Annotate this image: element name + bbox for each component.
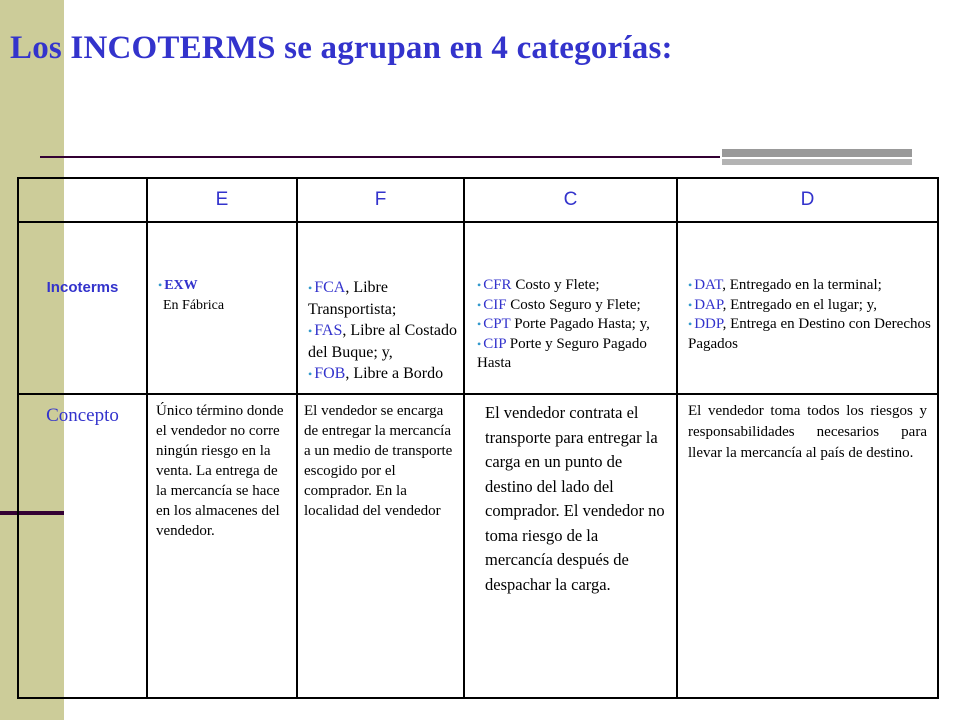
list-item: • FOB, Libre a Bordo bbox=[308, 365, 444, 382]
list-item: • FCA, Libre Transportista; bbox=[308, 279, 397, 318]
list-item: • DAP, Entregado en el lugar; y, bbox=[688, 296, 877, 313]
bullet-icon: • bbox=[688, 278, 693, 292]
table-row-concepto bbox=[18, 394, 938, 698]
incoterms-table bbox=[17, 177, 939, 699]
title-underline-accent-2 bbox=[722, 159, 912, 165]
list-item: • CIP Porte y Seguro Pagado Hasta bbox=[477, 335, 647, 371]
list-item: • DAT, Entregado en la terminal; bbox=[688, 277, 882, 293]
cell-concepto-d: El vendedor toma todos los riesgos y responsabilidades necesarios para llevar la mercancía al país de destino. bbox=[677, 394, 938, 698]
bullet-icon: • bbox=[477, 278, 482, 292]
row-label-incoterms: Incoterms bbox=[46, 279, 119, 296]
cell-incoterms-f bbox=[297, 222, 464, 394]
bullet-icon: • bbox=[477, 336, 482, 351]
row-label-concepto: Concepto bbox=[46, 405, 119, 426]
cell-incoterms-c bbox=[464, 222, 677, 394]
header-f: F bbox=[297, 178, 464, 222]
list-item: • CIF Costo Seguro y Flete; bbox=[477, 296, 641, 313]
cell-incoterms-e bbox=[147, 222, 297, 394]
bullet-icon: • bbox=[688, 297, 693, 312]
row-label-incoterms-cell bbox=[18, 222, 147, 394]
list-item: En Fábrica bbox=[163, 298, 225, 313]
table-row-incoterms bbox=[18, 222, 938, 394]
bullet-icon: • bbox=[477, 317, 482, 331]
header-empty-cell bbox=[18, 178, 147, 222]
bullet-icon: • bbox=[477, 297, 482, 312]
row-label-concepto-cell bbox=[18, 394, 147, 698]
cell-concepto-e: Único término donde el vendedor no corre ningún riesgo en la venta. La entrega de la mercancía se hace en los almacenes del vendedor. bbox=[147, 394, 297, 698]
bullet-icon: • bbox=[308, 367, 313, 381]
title-underline-accent bbox=[722, 149, 912, 157]
bullet-icon: • bbox=[688, 317, 693, 331]
bullet-icon: • bbox=[308, 281, 313, 295]
list-item: • DDP, Entrega en Destino con Derechos Pagados bbox=[688, 316, 931, 352]
list-item: • EXW bbox=[158, 278, 198, 293]
table-header-row bbox=[18, 178, 938, 222]
title-underline bbox=[40, 156, 720, 158]
list-item: • CFR Costo y Flete; bbox=[477, 277, 600, 293]
header-d: D bbox=[677, 178, 938, 222]
header-c: C bbox=[464, 178, 677, 222]
cell-concepto-c: El vendedor contrata el transporte para entregar la carga en un punto de destino del lado del comprador. El vendedor no toma riesgo de la mercancía después de despachar la carga. bbox=[464, 394, 677, 698]
header-e: E bbox=[147, 178, 297, 222]
bullet-icon: • bbox=[308, 324, 313, 338]
list-item: • CPT Porte Pagado Hasta; y, bbox=[477, 316, 650, 332]
bullet-icon: • bbox=[158, 278, 163, 292]
list-item: • FAS, Libre al Costado del Buque; y, bbox=[308, 322, 458, 361]
cell-concepto-f: El vendedor se encarga de entregar la mercancía a un medio de transporte escogido por el comprador. En la localidad del vendedor bbox=[297, 394, 464, 698]
cell-incoterms-d bbox=[677, 222, 938, 394]
slide-title: Los INCOTERMS se agrupan en 4 categorías: bbox=[10, 30, 673, 66]
